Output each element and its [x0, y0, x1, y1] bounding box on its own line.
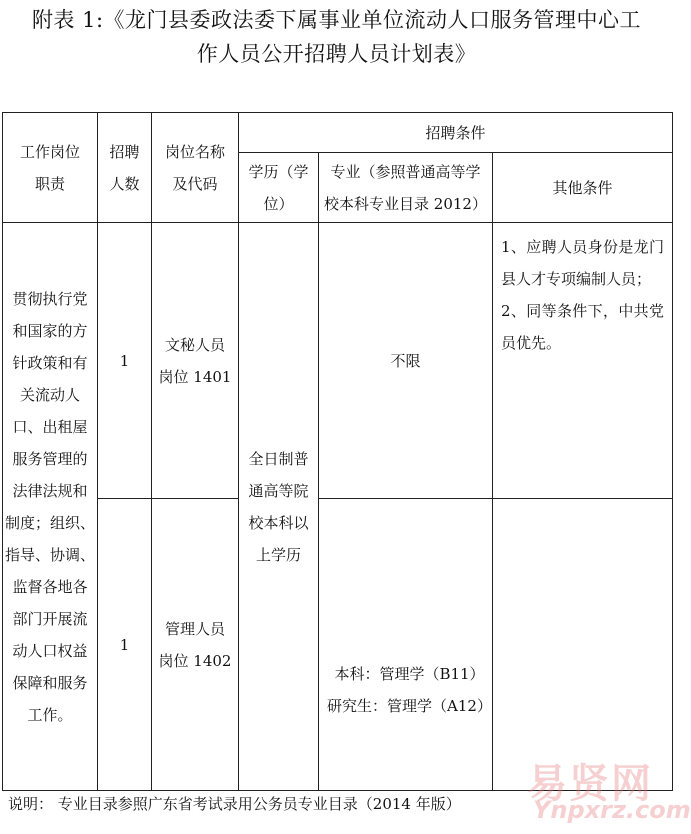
page-title-line-2: 作人员公开招聘人员计划表》	[196, 42, 477, 66]
count-cell-1: 1	[98, 223, 152, 499]
other-conditions-cell	[493, 223, 673, 499]
condition-item-1: 1、应聘人员身份是龙门县人才专项编制人员；	[501, 238, 665, 288]
header-conditions: 招聘条件	[239, 113, 673, 153]
major-cell-1: 不限	[319, 223, 493, 499]
header-education: 学历（学 位）	[239, 153, 319, 223]
header-duty: 工作岗位 职责	[3, 113, 98, 223]
other-conditions-cell-2	[493, 499, 673, 791]
watermark-url: Ynpxrz.com	[533, 796, 691, 824]
page-title-line-1: 附表 1:《龙门县委政法委下属事业单位流动人口服务管理中心工	[31, 8, 642, 32]
education-cell: 全日制普 通高等院 校本科以 上学历	[239, 223, 319, 791]
header-count: 招聘 人数	[98, 113, 152, 223]
condition-item-2: 2、同等条件下，中共党员优先。	[501, 302, 665, 352]
position-cell-1: 文秘人员 岗位 1401	[152, 223, 239, 499]
major-cell-2: 本科：管理学（B11） 研究生：管理学（A12）	[319, 499, 493, 791]
header-other: 其他条件	[493, 153, 673, 223]
watermark-text: 易贤网	[527, 761, 653, 807]
duty-cell: 贯彻执行党 和国家的方 针政策和有 关流动人 口、出租屋 服务管理的 法律法规和 制度；组织、 指导、协调、 监督各地各 部门开展流 动人口权益 保障和服务 工作。	[3, 223, 98, 791]
header-major: 专业（参照普通高等学 校本科专业目录 2012）	[319, 153, 493, 223]
recruitment-plan-table	[2, 112, 673, 791]
header-position: 岗位名称 及代码	[152, 113, 239, 223]
watermark-logo	[519, 752, 691, 832]
count-cell-2: 1	[98, 499, 152, 791]
position-cell-2: 管理人员 岗位 1402	[152, 499, 239, 791]
footnote: 说明： 专业目录参照广东省考试录用公务员专业目录（2014 年版）	[8, 795, 461, 813]
